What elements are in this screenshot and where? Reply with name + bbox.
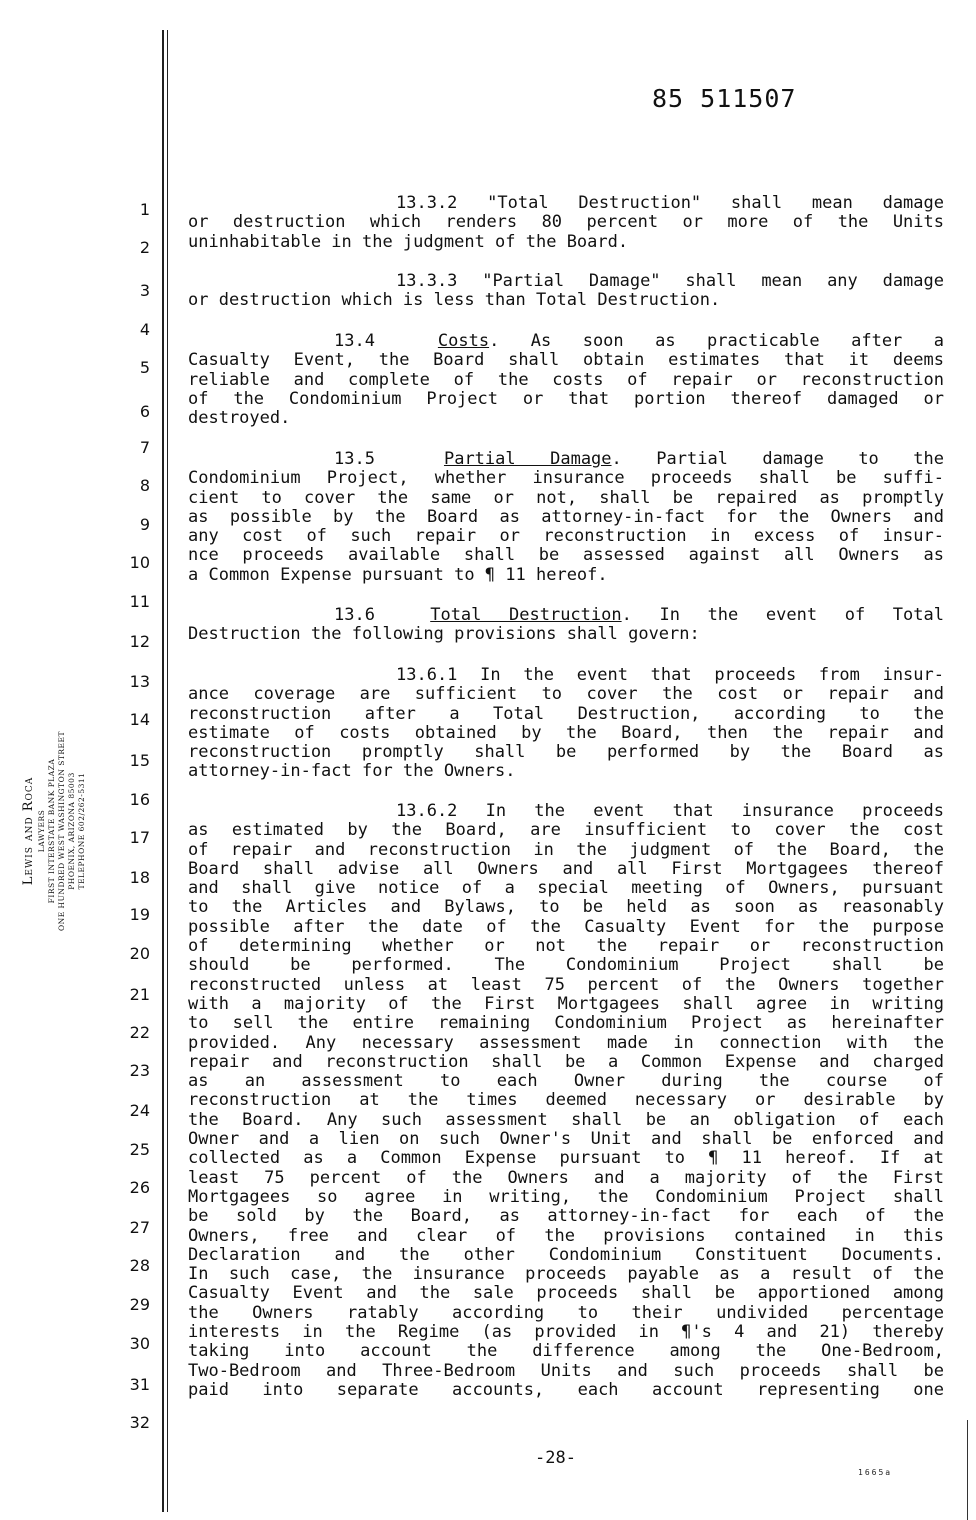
text-line: as possible by the Board as attorney-in-fact for the Owners and <box>188 506 944 527</box>
text-fragment: . Partial damage to the <box>611 449 944 469</box>
text-line: as estimated by the Board, are insufficient to cover the cost <box>188 820 944 841</box>
text-line: 13.3.3 "Partial Damage" shall mean any damage <box>396 271 944 291</box>
firm-name: Lewis and Roca <box>21 776 36 886</box>
text-line <box>188 606 944 625</box>
line-number: 22 <box>129 1023 150 1042</box>
line-number: 20 <box>129 944 150 963</box>
line-number: 12 <box>129 632 150 651</box>
text-line: of determining whether or not the repair or reconstruction <box>188 936 944 957</box>
text-line: should be performed. The Condominium Project shall be <box>188 955 944 976</box>
section-heading: Total Destruction <box>430 605 622 625</box>
text-line: ance coverage are sufficient to cover the cost or repair and <box>188 684 944 705</box>
text-line: Mortgagees so agree in writing, the Condominium Project shall <box>188 1186 944 1207</box>
text-line: reconstruction after a Total Destruction, according to the <box>188 703 944 724</box>
text-line: Two-Bedroom and Three-Bedroom Units and such proceeds shall be <box>188 1360 944 1381</box>
text-line: 13.6.1 In the event that proceeds from insur- <box>396 665 944 685</box>
line-number: 24 <box>129 1101 150 1120</box>
line-number: 9 <box>139 515 150 534</box>
line-number: 26 <box>129 1178 150 1197</box>
line-number: 25 <box>129 1140 150 1159</box>
text-line: Owners, free and clear of the provisions contained in this <box>188 1225 944 1246</box>
text-line: with a majority of the First Mortgagees shall agree in writing <box>188 993 944 1014</box>
text-line: or destruction which renders 80 percent or more of the Units <box>188 212 944 233</box>
firm-address-line: ONE HUNDRED WEST WASHINGTON STREET <box>57 730 66 932</box>
paragraph-13-3-3 <box>188 272 944 311</box>
text-line: of repair and reconstruction in the judgment of the Board, the <box>188 839 944 860</box>
line-number: 16 <box>129 790 150 809</box>
text-line: paid into separate accounts, each account representing one <box>188 1379 944 1400</box>
text-line: possible after the date of the Casualty Event for the purpose <box>188 916 944 937</box>
text-line: to sell the entire remaining Condominium Project as hereinafter <box>188 1013 944 1034</box>
line-number: 7 <box>139 438 150 457</box>
text-line: reconstruction promptly shall be performed by the Board as <box>188 742 944 763</box>
line-number: 1 <box>139 200 150 219</box>
text-line: Board shall advise all Owners and all First Mortgagees thereof <box>188 858 944 879</box>
paragraph-13-4 <box>188 332 944 428</box>
line-number: 6 <box>139 402 150 421</box>
section-heading: Costs <box>437 331 490 351</box>
page-edge-line <box>967 1420 968 1520</box>
text-line: least 75 percent of the Owners and a majority of the First <box>188 1167 944 1188</box>
line-number: 19 <box>129 905 150 924</box>
text-fragment: . In the event of Total <box>621 605 944 625</box>
paragraph-13-6-2 <box>188 802 944 1400</box>
paragraph-13-3-2 <box>188 194 944 252</box>
line-number: 21 <box>129 985 150 1004</box>
margin-rule <box>162 30 164 1512</box>
text-line: 13.3.2 "Total Destruction" shall mean damage <box>396 193 944 213</box>
text-line: interests in the Regime (as provided in ¶'s 4 and 21) thereby <box>188 1322 944 1343</box>
text-line: or destruction which is less than Total Destruction. <box>188 290 721 311</box>
line-number: 2 <box>139 238 150 257</box>
line-number: 31 <box>129 1375 150 1394</box>
line-number: 4 <box>139 320 150 339</box>
text-line: Destruction the following provisions shall govern: <box>188 624 700 645</box>
line-number: 14 <box>129 710 150 729</box>
text-line: the Board. Any such assessment shall be an obligation of each <box>188 1109 944 1130</box>
text-line: Casualty Event, the Board shall obtain estimates that it deems <box>188 350 944 371</box>
text-line: Casualty Event and the sale proceeds shall be apportioned among <box>188 1283 944 1304</box>
text-line: Declaration and the other Condominium Constituent Documents. <box>188 1244 944 1265</box>
line-number: 15 <box>129 751 150 770</box>
line-number: 11 <box>129 592 150 611</box>
text-line: repair and reconstruction shall be a Common Expense and charged <box>188 1051 944 1072</box>
line-number: 3 <box>139 281 150 300</box>
law-firm-block <box>22 720 120 940</box>
text-line: destroyed. <box>188 408 291 429</box>
line-number: 28 <box>129 1256 150 1275</box>
section-number: 13.6 <box>334 605 375 625</box>
text-line: In such case, the insurance proceeds payable as a result of the <box>188 1264 944 1285</box>
text-line <box>188 450 944 469</box>
text-line: the Owners ratably according to their undivided percentage <box>188 1302 944 1323</box>
text-line: as an assessment to each Owner during the course of <box>188 1071 944 1092</box>
line-number: 23 <box>129 1061 150 1080</box>
text-line: Condominium Project, whether insurance proceeds shall be suffi- <box>188 468 944 489</box>
text-line: collected as a Common Expense pursuant to ¶ 11 hereof. If at <box>188 1148 944 1169</box>
text-line <box>188 332 944 351</box>
paragraph-13-6 <box>188 606 944 645</box>
section-number: 13.5 <box>334 449 375 469</box>
text-line: reconstructed unless at least 75 percent of the Owners together <box>188 974 944 995</box>
firm-address-line: FIRST INTERSTATE BANK PLAZA <box>47 758 56 904</box>
text-line: attorney-in-fact for the Owners. <box>188 761 516 782</box>
line-number: 18 <box>129 868 150 887</box>
firm-phone: TELEPHONE 602/262-5311 <box>77 772 86 890</box>
line-number: 30 <box>129 1334 150 1353</box>
text-line: of the Condominium Project or that portion thereof damaged or <box>188 388 944 409</box>
line-number: 32 <box>129 1413 150 1432</box>
text-line: taking into account the difference among the One-Bedroom, <box>188 1341 944 1362</box>
section-number: 13.4 <box>334 331 375 351</box>
text-line: nce proceeds available shall be assessed against all Owners as <box>188 545 944 566</box>
firm-role: LAWYERS <box>37 809 46 853</box>
text-line: any cost of such repair or reconstruction in excess of insur- <box>188 526 944 547</box>
text-line: Owner and a lien on such Owner's Unit and shall be enforced and <box>188 1129 944 1150</box>
line-number: 10 <box>129 553 150 572</box>
text-line: to the Articles and Bylaws, to be held as soon as reasonably <box>188 897 944 918</box>
text-line: and shall give notice of a special meeting of Owners, pursuant <box>188 878 944 899</box>
recording-number: 85 511507 <box>652 84 797 113</box>
text-line: a Common Expense pursuant to ¶ 11 hereof. <box>188 564 608 585</box>
text-line: estimate of costs obtained by the Board, then the repair and <box>188 722 944 743</box>
page-number: -28- <box>535 1448 576 1468</box>
text-line: reliable and complete of the costs of repair or reconstruction <box>188 369 944 390</box>
text-line: cient to cover the same or not, shall be repaired as promptly <box>188 487 944 508</box>
line-number: 5 <box>139 358 150 377</box>
line-number: 17 <box>129 828 150 847</box>
text-line: provided. Any necessary assessment made in connection with the <box>188 1032 944 1053</box>
line-number: 27 <box>129 1218 150 1237</box>
text-line: 13.6.2 In the event that insurance proceeds <box>396 801 944 821</box>
line-number: 13 <box>129 672 150 691</box>
firm-address-line: PHOENIX, ARIZONA 85003 <box>67 772 76 890</box>
text-line: uninhabitable in the judgment of the Board. <box>188 231 629 252</box>
footer-mark: 1665a <box>858 1468 893 1477</box>
text-fragment: . As soon as practicable after a <box>489 331 944 351</box>
paragraph-13-6-1 <box>188 666 944 782</box>
line-number: 8 <box>139 476 150 495</box>
section-heading: Partial Damage <box>443 449 612 469</box>
line-number: 29 <box>129 1295 150 1314</box>
text-line: reconstruction at the times deemed necessary or desirable by <box>188 1090 944 1111</box>
text-line: be sold by the Board, as attorney-in-fact for each of the <box>188 1206 944 1227</box>
margin-rule-inner <box>167 30 168 1512</box>
paragraph-13-5 <box>188 450 944 585</box>
